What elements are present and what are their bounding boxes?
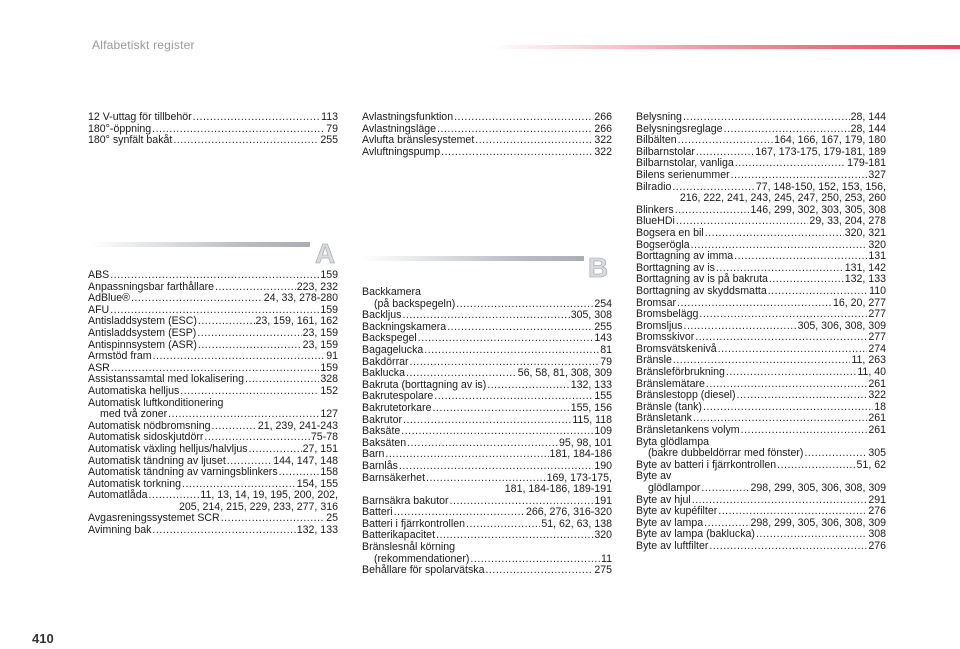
dot-leader — [683, 112, 850, 124]
index-pages: 261 — [868, 424, 886, 437]
index-pages: 191 — [594, 494, 612, 507]
dot-leader — [699, 309, 867, 321]
dot-leader — [675, 205, 750, 217]
dot-leader — [385, 449, 548, 461]
dot-leader — [768, 286, 868, 298]
index-entry — [88, 525, 338, 537]
index-pages: 25 — [326, 512, 338, 525]
index-entry — [636, 541, 886, 553]
index-term: Behållare för spolarvätska — [362, 564, 485, 577]
section-b-rule — [362, 256, 584, 261]
index-pages: 132, 133 — [570, 378, 612, 391]
index-pages: 322 — [594, 145, 612, 158]
index-term: Barnsäkerhet — [362, 471, 426, 484]
index-entry — [88, 409, 338, 421]
index-term: Batteri i fjärrkontrollen — [362, 517, 466, 530]
index-entry — [636, 460, 886, 472]
index-term: Bagagelucka — [362, 343, 424, 356]
index-entry — [88, 135, 338, 147]
dot-leader — [173, 135, 319, 147]
index-term: Automatisk tändning av ljuset — [88, 454, 226, 467]
dot-leader — [731, 170, 868, 182]
index-term: ASR — [88, 361, 110, 374]
index-pages: 255 — [320, 134, 338, 147]
index-term: Bromsar — [636, 296, 677, 309]
index-term: Automatisk luftkonditionering — [88, 396, 224, 409]
dot-leader — [705, 228, 844, 240]
index-term: Byte av lampa (baklucka) — [636, 528, 755, 541]
index-entry — [88, 270, 338, 282]
index-entry — [88, 112, 338, 124]
index-entry — [88, 351, 338, 363]
dot-leader — [424, 345, 599, 357]
index-term: Barnlås — [362, 459, 398, 472]
index-pages: 274 — [868, 342, 886, 355]
index-term: Borttagning av skyddsmatta — [636, 284, 767, 297]
index-pages: 266 — [594, 122, 612, 135]
index-term: Backkamera — [362, 286, 421, 298]
dot-leader — [470, 554, 600, 566]
index-pages: 132, 133 — [844, 273, 886, 286]
index-pages: 320 — [868, 238, 886, 251]
dot-leader — [701, 483, 749, 495]
index-term: Belysning — [636, 111, 682, 123]
dot-leader — [777, 460, 855, 472]
index-entry — [362, 368, 612, 380]
index-term: Byte av — [636, 470, 672, 483]
index-pages: 79 — [600, 355, 612, 368]
index-term: Byte av lampa — [636, 516, 704, 529]
index-pages: 155 — [594, 390, 612, 403]
index-term: Bakrutor — [362, 413, 403, 426]
index-term: Bogsera en bil — [636, 226, 704, 239]
index-term: Bränslestopp (diesel) — [636, 389, 736, 402]
index-pages: 159 — [320, 361, 338, 374]
index-term: Automatiska helljus — [88, 384, 180, 397]
index-pages-continued: 181, 184-186, 189-191 — [504, 483, 612, 496]
dot-leader — [734, 251, 867, 263]
dot-leader — [153, 351, 326, 363]
dot-leader — [726, 367, 856, 379]
index-term: 180° synfält bakåt — [88, 134, 173, 147]
index-pages: 276 — [868, 505, 886, 518]
dot-leader — [407, 438, 558, 450]
index-term: Antisladdsystem (ESC) — [88, 315, 197, 328]
index-entry — [362, 345, 612, 357]
dot-leader — [401, 426, 593, 438]
dot-leader — [447, 322, 593, 334]
index-term: Automatisk torkning — [88, 477, 182, 490]
index-term: ABS — [88, 269, 110, 281]
index-entry — [362, 403, 612, 415]
index-pages: 254 — [594, 297, 612, 310]
dot-leader — [441, 147, 593, 159]
section-a-rule — [88, 242, 310, 247]
index-term: Bränslemätare — [636, 377, 705, 390]
index-pages: 308 — [868, 528, 886, 541]
index-term: AdBlue® — [88, 292, 130, 305]
index-pages: 127 — [320, 408, 338, 421]
index-pages: 322 — [594, 134, 612, 147]
index-term: Automatisk sidoskjutdörr — [88, 431, 204, 444]
dot-leader — [695, 332, 867, 344]
index-pages: 305, 306, 308, 309 — [797, 319, 886, 332]
index-pages: 91 — [326, 350, 338, 363]
dot-leader — [475, 135, 593, 147]
index-term: Assistanssamtal med lokalisering — [88, 373, 245, 386]
index-pages: 18 — [874, 400, 886, 413]
index-pages-continued: 205, 214, 215, 229, 233, 277, 316 — [178, 500, 338, 513]
index-entry — [636, 286, 886, 298]
index-term: Barnsäkra bakutor — [362, 494, 449, 507]
index-term: Bränsle — [636, 354, 672, 367]
index-pages: 115, 118 — [572, 413, 612, 426]
index-term: Backningskamera — [362, 320, 447, 333]
dot-leader — [245, 374, 319, 386]
index-pages: 131, 142 — [844, 261, 886, 274]
index-term: Byte av batteri i fjärrkontrollen — [636, 458, 777, 471]
index-term: Bränsleförbrukning — [636, 366, 725, 379]
index-term: Anpassningsbar farthållare — [88, 280, 215, 293]
index-pages: 291 — [868, 493, 886, 506]
index-pages: 132, 133 — [296, 524, 338, 537]
index-pages-continued: 216, 222, 241, 243, 245, 247, 250, 253, 260 — [679, 192, 886, 205]
index-term: Byta glödlampa — [636, 435, 710, 448]
dot-leader — [466, 519, 540, 531]
index-entry — [636, 344, 886, 356]
index-term: Bogserögla — [636, 238, 690, 251]
index-term: Belysningsreglage — [636, 122, 723, 135]
index-pages: 164, 166, 167, 179, 180 — [774, 134, 886, 147]
index-pages: 298, 299, 305, 306, 308, 309 — [750, 482, 886, 494]
dot-leader — [406, 368, 517, 380]
index-term: Blinkers — [636, 203, 674, 216]
index-term: AFU — [88, 303, 110, 316]
index-pages: 29, 33, 204, 278 — [809, 215, 886, 228]
index-pages: 159 — [320, 303, 338, 316]
index-pages: 109 — [594, 425, 612, 438]
dot-leader — [152, 124, 325, 136]
index-term: Borttagning av imma — [636, 250, 734, 263]
index-term: Bromsbelägg — [636, 308, 699, 321]
index-term: Automatlåda — [88, 489, 148, 502]
dot-leader — [193, 112, 320, 124]
index-term: Bromsljus — [636, 319, 683, 332]
dot-leader — [692, 495, 868, 507]
index-entry — [362, 565, 612, 577]
index-pages: 28, 144 — [850, 122, 886, 135]
index-pages: 158 — [320, 466, 338, 479]
index-term: Bilradio — [636, 180, 672, 193]
index-pages: 167, 173-175, 179-181, 189 — [755, 145, 886, 158]
dot-leader — [769, 274, 844, 286]
index-pages: 154, 155 — [296, 477, 338, 490]
index-pages: 110 — [869, 284, 886, 297]
header-title: Alfabetiskt register — [92, 38, 195, 52]
index-entry — [88, 467, 338, 479]
index-block-a — [88, 270, 338, 537]
dot-leader — [485, 565, 593, 577]
dot-leader — [249, 444, 302, 456]
index-pages: 190 — [594, 459, 612, 472]
index-term: (på backspegeln) — [374, 297, 456, 310]
index-pages: 266, 276, 316-320 — [525, 506, 612, 519]
index-term: Antispinnsystem (ASR) — [88, 338, 197, 351]
index-block-numeric — [88, 112, 338, 147]
index-term: Bränsle (tank) — [636, 400, 702, 413]
index-term: Antisladdsystem (ESP) — [88, 326, 197, 339]
index-entry — [636, 170, 886, 182]
index-pages: 159 — [320, 269, 338, 281]
index-term: Baksäten — [362, 436, 407, 449]
index-pages: 181, 184-186 — [549, 448, 612, 461]
index-term: Bilbälten — [636, 134, 677, 147]
index-pages: 179-181 — [847, 157, 886, 170]
index-term: (rekommendationer) — [374, 552, 470, 565]
index-term: Byte av hjul — [636, 493, 691, 506]
index-term: Automatisk växling helljus/halvljus — [88, 442, 248, 455]
index-pages: 11, 263 — [851, 354, 886, 367]
index-term: 180°-öppning — [88, 122, 152, 135]
index-entry — [636, 309, 886, 321]
dot-leader — [735, 158, 846, 170]
index-block-av — [362, 112, 612, 158]
index-pages: 146, 299, 302, 303, 305, 308 — [750, 203, 886, 216]
index-pages: 277 — [868, 331, 886, 344]
index-term: Backljus — [362, 309, 402, 322]
index-term: Batterikapacitet — [362, 529, 436, 542]
dot-leader — [741, 425, 868, 437]
index-pages: 305 — [868, 447, 886, 460]
index-term: Avlastningsläge — [362, 122, 437, 135]
index-pages: 23, 159, 161, 162 — [255, 315, 338, 328]
index-term: Avlastningsfunktion — [362, 111, 454, 123]
dot-leader — [737, 390, 868, 402]
dot-leader — [434, 391, 593, 403]
index-entry — [88, 386, 338, 398]
index-pages: 28, 144 — [850, 111, 886, 123]
index-term: Automatisk nödbromsning — [88, 419, 211, 432]
index-block-b — [362, 287, 612, 577]
section-a-letter: A — [315, 238, 336, 269]
dot-leader — [399, 461, 593, 473]
index-entry — [636, 367, 886, 379]
index-block-b-continued — [636, 112, 886, 553]
index-term: Bränslesnål körning — [362, 541, 456, 554]
index-term: glödlampor — [648, 482, 701, 494]
index-pages: 255 — [594, 320, 612, 333]
index-term: (bakre dubbeldörrar med fönster) — [648, 447, 804, 460]
dot-leader — [403, 415, 571, 427]
index-term: med två zoner — [100, 408, 168, 421]
index-entry — [636, 112, 886, 124]
index-term: Baksäte — [362, 425, 401, 438]
dot-leader — [110, 270, 319, 282]
index-entry — [362, 147, 612, 159]
index-term: Avlufta bränslesystemet — [362, 134, 475, 147]
index-term: Bromsvätskenivå — [636, 342, 717, 355]
index-pages: 77, 148-150, 152, 153, 156, — [755, 180, 886, 193]
index-pages: 81 — [600, 343, 612, 356]
dot-leader — [198, 340, 302, 352]
index-pages: 276 — [868, 539, 886, 552]
index-term: Bromsskivor — [636, 331, 695, 344]
index-term: Avluftningspump — [362, 145, 441, 158]
index-pages: 131 — [868, 250, 886, 263]
index-pages: 23, 159 — [302, 326, 338, 339]
dot-leader — [432, 403, 569, 415]
index-term: Armstöd fram — [88, 350, 152, 363]
index-term: Bränsletank — [636, 412, 692, 425]
index-pages: 11 — [601, 552, 612, 565]
index-pages: 266 — [594, 111, 612, 123]
index-pages: 320 — [594, 529, 612, 542]
index-term: Bakdörrar — [362, 355, 409, 368]
index-pages: 277 — [868, 308, 886, 321]
index-pages: 23, 159 — [302, 338, 338, 351]
index-pages: 322 — [868, 389, 886, 402]
index-term: Bakrutetorkare — [362, 401, 432, 414]
index-term: BlueHDi — [636, 215, 675, 228]
index-entry — [88, 328, 338, 340]
index-term: Batteri — [362, 506, 393, 519]
index-entry — [362, 112, 612, 124]
index-pages: 261 — [868, 377, 886, 390]
index-pages: 24, 33, 278-280 — [263, 292, 338, 305]
index-term: Bakrutespolare — [362, 390, 434, 403]
index-entry — [636, 228, 886, 240]
index-term: Bilens serienummer — [636, 168, 730, 181]
dot-leader — [487, 380, 570, 392]
dot-leader — [418, 333, 594, 345]
index-pages: 275 — [594, 564, 612, 577]
dot-leader — [198, 316, 255, 328]
index-pages: 11, 13, 14, 19, 195, 200, 202, — [200, 489, 338, 502]
dot-leader — [436, 530, 593, 542]
index-pages: 56, 58, 81, 308, 309 — [517, 367, 612, 380]
index-pages: 143 — [594, 332, 612, 345]
dot-leader — [211, 421, 256, 433]
index-term: Borttagning av is på bakruta — [636, 273, 768, 286]
index-pages: 327 — [868, 168, 886, 181]
index-pages: 328 — [320, 373, 338, 386]
index-pages: 152 — [320, 384, 338, 397]
index-pages: 155, 156 — [570, 401, 612, 414]
index-term: Byte av luftfilter — [636, 539, 709, 552]
index-pages: 305, 308 — [570, 309, 612, 322]
dot-leader — [756, 529, 867, 541]
dot-leader — [454, 112, 593, 124]
index-pages: 298, 299, 305, 306, 308, 309 — [750, 516, 886, 529]
page-number: 410 — [32, 631, 54, 646]
index-term: Bilbarnstolar, vanliga — [636, 157, 734, 170]
index-pages: 223, 232 — [296, 280, 338, 293]
index-term: Bakruta (borttagning av is) — [362, 378, 487, 391]
index-entry — [88, 444, 338, 456]
dot-leader — [718, 344, 868, 356]
index-pages: 51, 62 — [856, 458, 886, 471]
dot-leader — [131, 293, 263, 305]
index-term: Bränsletankens volym — [636, 424, 740, 437]
index-pages: 261 — [868, 412, 886, 425]
index-term: Bilbarnstolar — [636, 145, 695, 158]
index-entry — [636, 483, 886, 495]
index-pages: 75-78 — [310, 431, 338, 444]
index-pages: 113 — [321, 111, 338, 123]
index-term: Barn — [362, 448, 385, 461]
index-term: Automatisk tändning av varningsblinkers — [88, 466, 278, 479]
index-pages: 320, 321 — [844, 226, 886, 239]
dot-leader — [684, 321, 797, 333]
section-b-letter: B — [588, 252, 609, 283]
dot-leader — [703, 402, 873, 414]
dot-leader — [168, 409, 319, 421]
index-pages: 11, 40 — [857, 366, 886, 379]
index-pages: 144, 147, 148 — [273, 454, 338, 467]
dot-leader — [152, 525, 295, 537]
index-term: Borttagning av is — [636, 261, 715, 274]
index-term: 12 V-uttag för tillbehör — [88, 111, 192, 123]
index-term: Byte av kupéfilter — [636, 505, 718, 518]
index-term: Avimning bak — [88, 524, 152, 537]
index-pages: 51, 62, 63, 138 — [541, 517, 612, 530]
index-entry — [362, 461, 612, 473]
index-entry — [636, 251, 886, 263]
dot-leader — [709, 541, 867, 553]
dot-leader — [197, 328, 301, 340]
index-entry — [362, 287, 612, 299]
index-entry — [362, 426, 612, 438]
index-pages: 27, 151 — [302, 442, 338, 455]
dot-leader — [180, 386, 319, 398]
dot-leader — [677, 298, 832, 310]
index-entry — [88, 293, 338, 305]
index-pages: 95, 98, 101 — [558, 436, 612, 449]
index-pages: 169, 173-175, — [546, 471, 612, 484]
header-accent-bar — [490, 45, 960, 49]
index-term: Backspegel — [362, 332, 417, 345]
index-term: Baklucka — [362, 367, 405, 380]
index-term: Avgasreningssystemet SCR — [88, 512, 220, 525]
index-entry — [636, 425, 886, 437]
index-entry — [362, 449, 612, 461]
index-pages: 16, 20, 277 — [832, 296, 886, 309]
dot-leader — [279, 467, 320, 479]
index-pages: 79 — [326, 122, 338, 135]
index-entry — [362, 542, 612, 554]
index-pages: 21, 239, 241-243 — [257, 419, 338, 432]
